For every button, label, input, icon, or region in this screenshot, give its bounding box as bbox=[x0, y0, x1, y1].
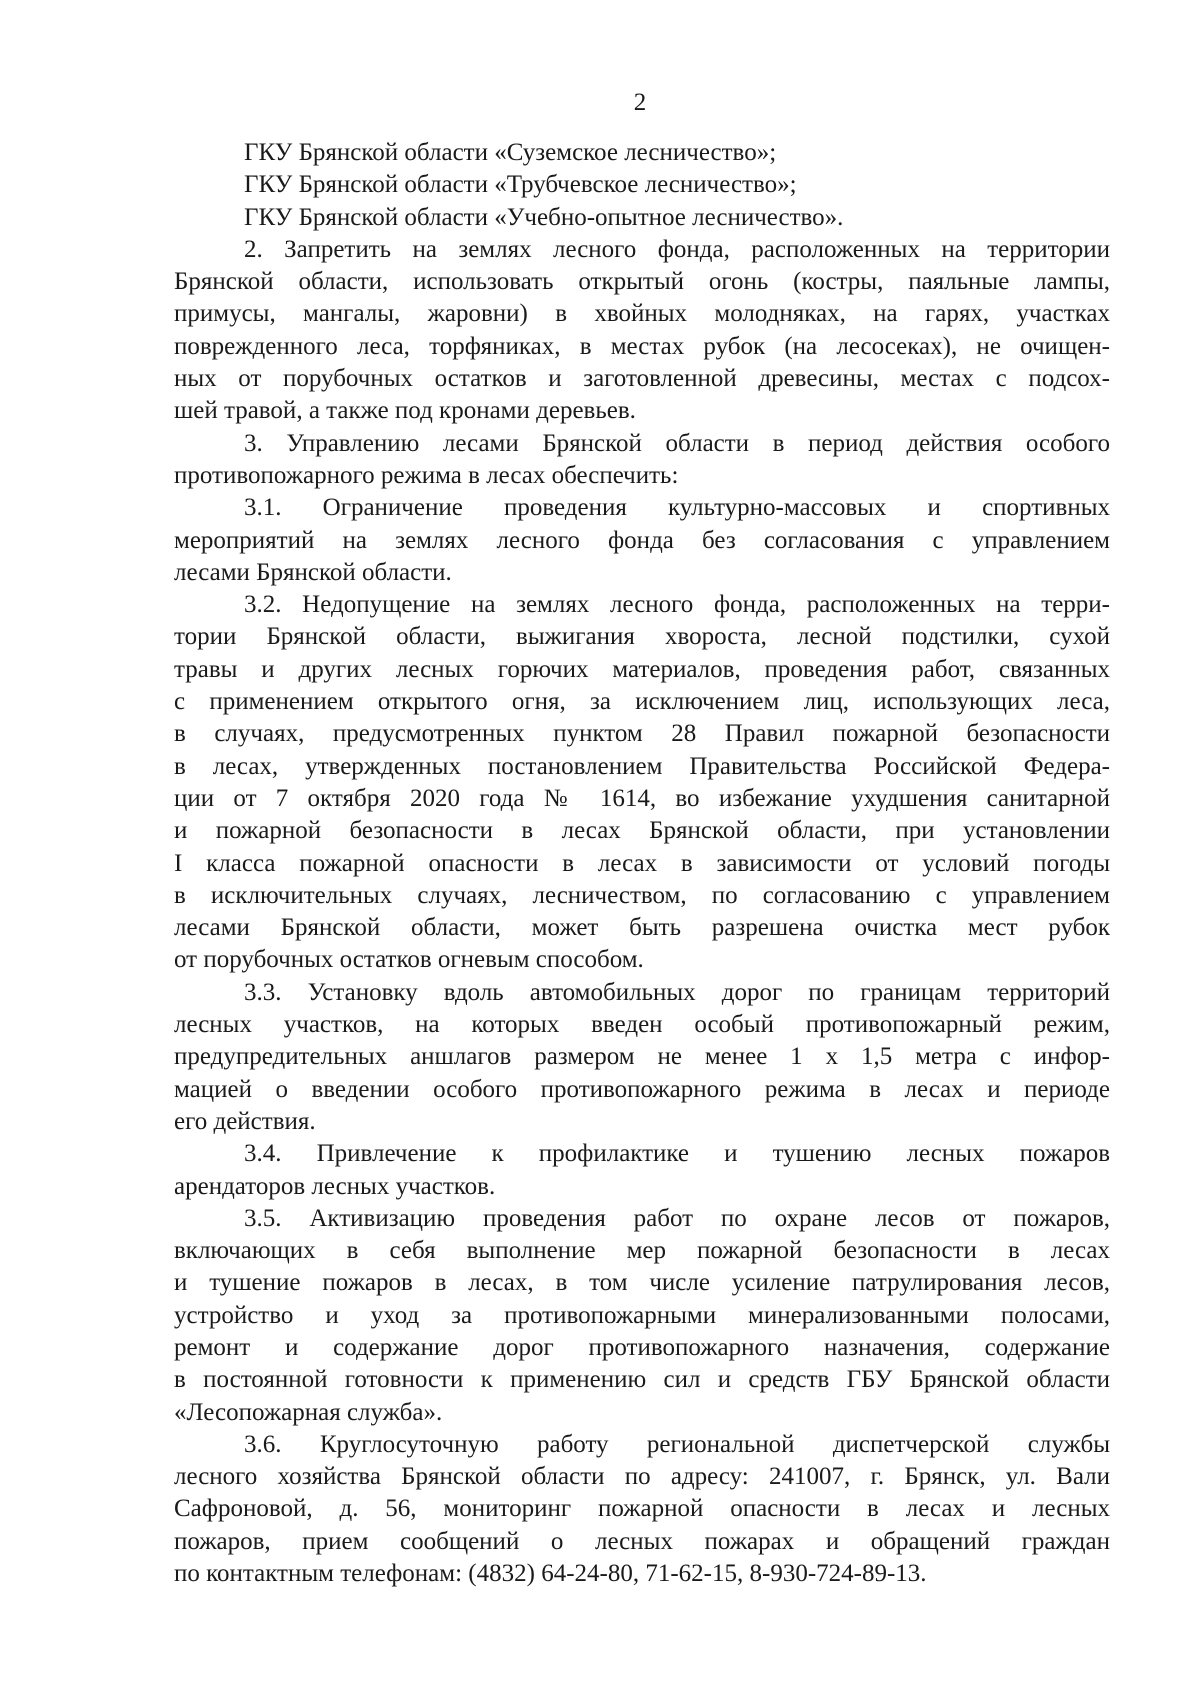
text-line: лесами Брянской области, может быть разрешена очистка мест рубок bbox=[174, 914, 1110, 942]
text-line: ции от 7 октября 2020 года № 1614, во избежание ухудшения санитарной bbox=[174, 784, 1110, 812]
text-line: арендаторов лесных участков. bbox=[174, 1172, 496, 1200]
text-line: 3.5. Активизацию проведения работ по охране лесов от пожаров, bbox=[244, 1204, 1110, 1232]
text-line: предупредительных аншлагов размером не менее 1 х 1,5 метра с инфор- bbox=[174, 1043, 1110, 1071]
text-line: 3.4. Привлечение к профилактике и тушению лесных пожаров bbox=[244, 1140, 1110, 1168]
text-line: противопожарного режима в лесах обеспечить: bbox=[174, 461, 679, 489]
text-line: в исключительных случаях, лесничеством, по согласованию с управлением bbox=[174, 881, 1110, 909]
text-line: ГКУ Брянской области «Суземское лесничество»; bbox=[244, 139, 777, 166]
page-number: 2 bbox=[633, 89, 647, 116]
text-line: 3.2. Недопущение на землях лесного фонда, расположенных на терри- bbox=[244, 591, 1110, 619]
text-line: травы и других лесных горючих материалов, проведения работ, связанных bbox=[174, 655, 1110, 683]
text-line: 3.3. Установку вдоль автомобильных дорог по границам территорий bbox=[244, 978, 1110, 1006]
text-line: 3. Управлению лесами Брянской области в период действия особого bbox=[244, 429, 1110, 457]
document-body bbox=[174, 137, 1110, 1590]
text-line: Брянской области, использовать открытый огонь (костры, паяльные лампы, bbox=[174, 268, 1110, 296]
text-line: по контактным телефонам: (4832) 64-24-80, 71-62-15, 8-930-724-89-13. bbox=[174, 1560, 927, 1588]
text-line: его действия. bbox=[174, 1107, 316, 1135]
text-line: «Лесопожарная служба». bbox=[174, 1398, 443, 1426]
text-line: ных от порубочных остатков и заготовленной древесины, местах с подсох- bbox=[174, 365, 1110, 393]
text-line: в лесах, утвержденных постановлением Правительства Российской Федера- bbox=[174, 752, 1110, 780]
text-line: лесных участков, на которых введен особый противопожарный режим, bbox=[174, 1011, 1110, 1039]
text-line: лесного хозяйства Брянской области по адресу: 241007, г. Брянск, ул. Вали bbox=[174, 1463, 1110, 1491]
text-line: I класса пожарной опасности в лесах в зависимости от условий погоды bbox=[174, 849, 1110, 877]
text-line: ремонт и содержание дорог противопожарного назначения, содержание bbox=[174, 1333, 1110, 1361]
text-line: пожаров, прием сообщений о лесных пожарах и обращений граждан bbox=[174, 1527, 1110, 1555]
text-line: и пожарной безопасности в лесах Брянской области, при установлении bbox=[174, 817, 1110, 845]
text-line: мероприятий на землях лесного фонда без согласования с управлением bbox=[174, 526, 1110, 554]
text-line: включающих в себя выполнение мер пожарной безопасности в лесах bbox=[174, 1237, 1110, 1265]
text-line: шей травой, а также под кронами деревьев. bbox=[174, 397, 636, 425]
text-line: и тушение пожаров в лесах, в том числе усиление патрулирования лесов, bbox=[174, 1269, 1110, 1297]
text-line: устройство и уход за противопожарными минерализованными полосами, bbox=[174, 1301, 1110, 1329]
text-line: мацией о введении особого противопожарного режима в лесах и периоде bbox=[174, 1075, 1110, 1103]
text-line: Сафроновой, д. 56, мониторинг пожарной опасности в лесах и лесных bbox=[174, 1495, 1110, 1523]
text-line: с применением открытого огня, за исключением лиц, использующих леса, bbox=[174, 688, 1110, 716]
text-line: в постоянной готовности к применению сил и средств ГБУ Брянской области bbox=[174, 1366, 1110, 1394]
text-line: ГКУ Брянской области «Трубчевское лесничество»; bbox=[244, 171, 797, 199]
text-line: поврежденного леса, торфяниках, в местах рубок (на лесосеках), не очищен- bbox=[174, 332, 1110, 360]
text-line: ГКУ Брянской области «Учебно-опытное лесничество». bbox=[244, 203, 844, 231]
text-line: от порубочных остатков огневым способом. bbox=[174, 946, 644, 974]
text-line: примусы, мангалы, жаровни) в хвойных молодняках, на гарях, участках bbox=[174, 300, 1110, 328]
text-line: 2. Запретить на землях лесного фонда, расположенных на территории bbox=[244, 235, 1110, 263]
text-line: лесами Брянской области. bbox=[174, 558, 452, 586]
text-line: 3.1. Ограничение проведения культурно-массовых и спортивных bbox=[244, 494, 1110, 522]
text-line: в случаях, предусмотренных пунктом 28 Правил пожарной безопасности bbox=[174, 720, 1110, 748]
text-line: тории Брянской области, выжигания хвороста, лесной подстилки, сухой bbox=[174, 623, 1110, 651]
text-line: 3.6. Круглосуточную работу региональной диспетчерской службы bbox=[244, 1430, 1110, 1458]
